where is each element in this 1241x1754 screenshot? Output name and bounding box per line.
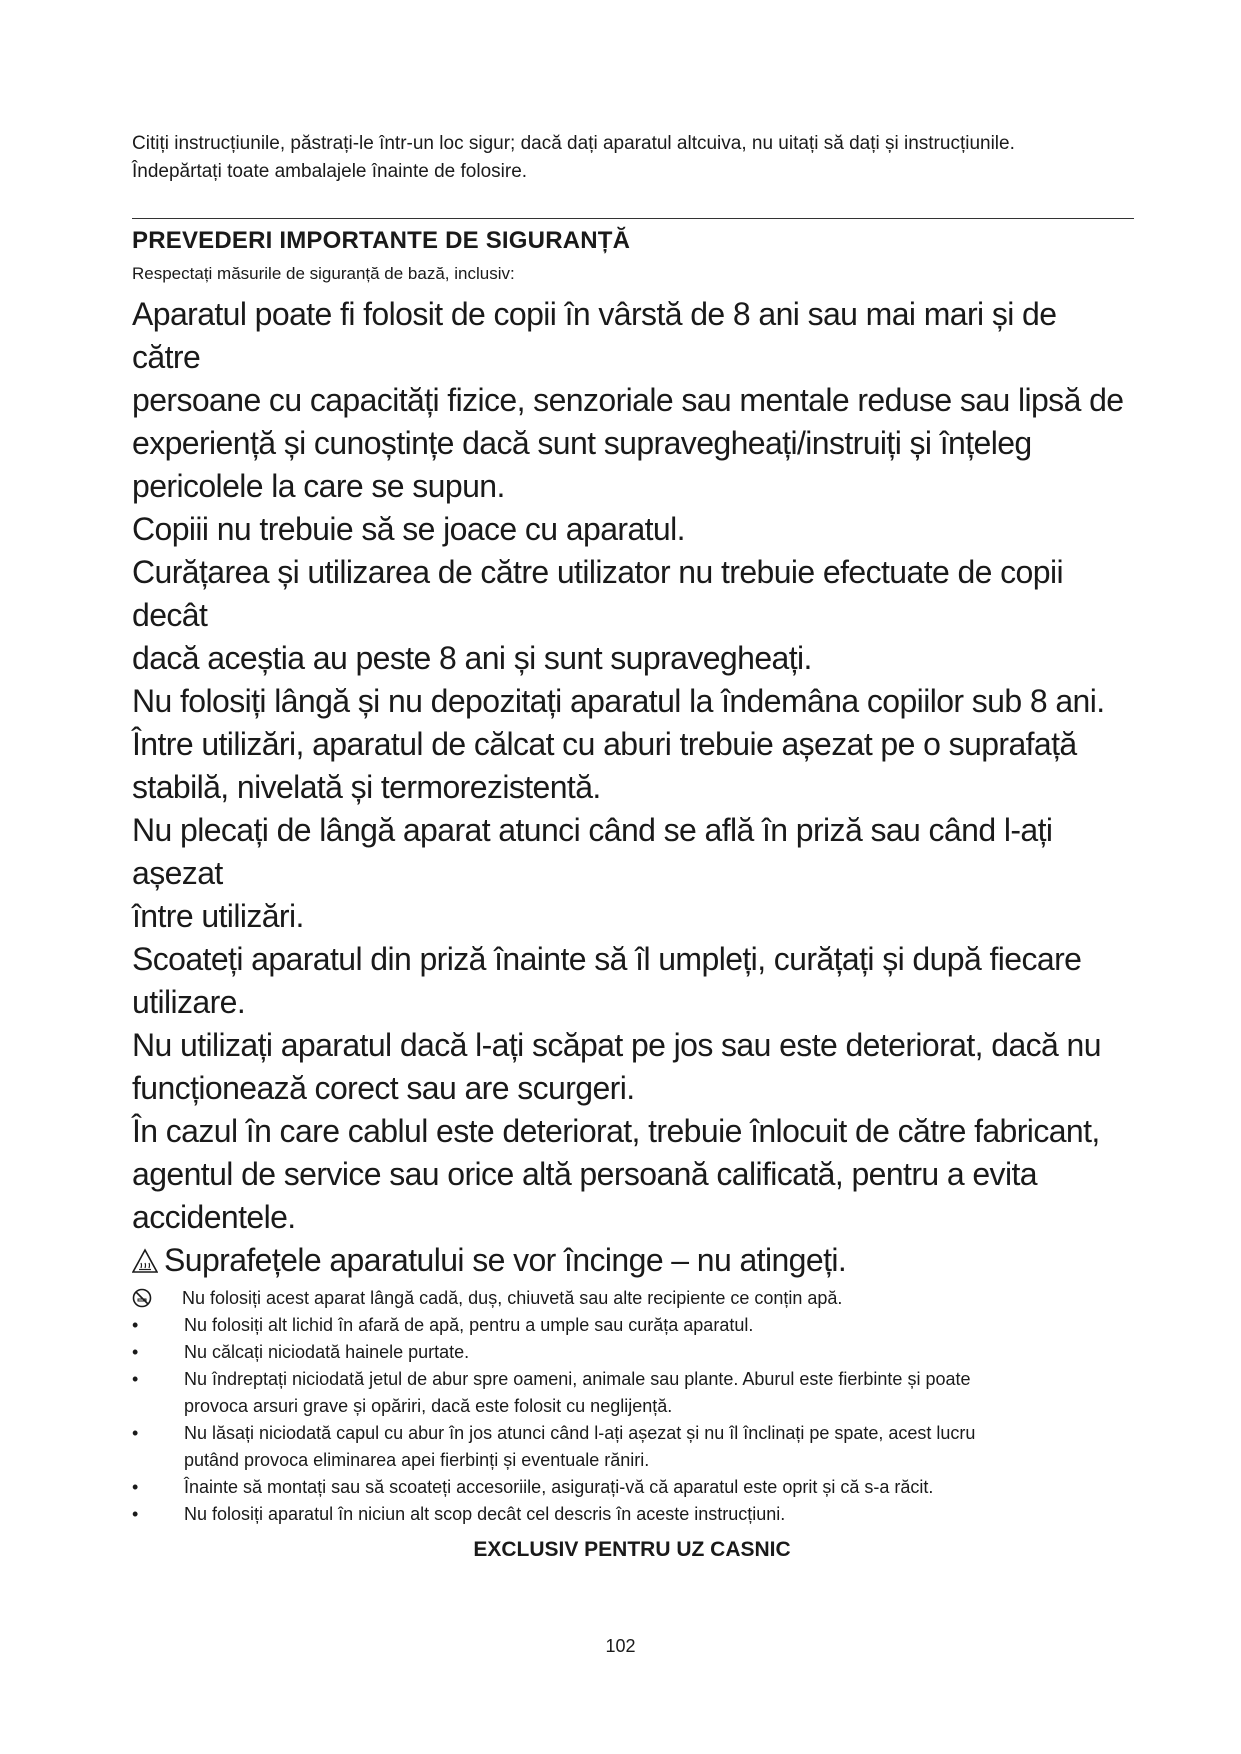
safety-statement-line: persoane cu capacități fizice, senzoriale sau mentale reduse sau lipsă de: [132, 382, 1124, 418]
list-item: [132, 1339, 1132, 1366]
intro-text: [132, 130, 1132, 186]
safety-statement-line: Nu folosiți lângă și nu depozitați aparatul la îndemâna copiilor sub 8 ani.: [132, 683, 1105, 719]
list-item-text: Nu îndreptați niciodată jetul de abur spre oameni, animale sau plante. Aburul este fierbinte și poate: [184, 1369, 971, 1389]
list-item-text: Înainte să montați sau să scoateți accesoriile, asigurați-vă că aparatul este oprit și că s-a răcit.: [184, 1477, 934, 1497]
safety-statement-line: Aparatul poate fi folosit de copii în vârstă de 8 ani sau mai mari și de către: [132, 296, 1057, 375]
intro-line: Citiți instrucțiunile, păstrați-le într-un loc sigur; dacă dați aparatul altcuiva, nu uitați să dați și instrucțiunile.: [132, 133, 1015, 154]
safety-statement-line: Scoateți aparatul din priză înainte să îl umpleți, curățați și după fiecare: [132, 941, 1082, 977]
bullet-marker: •: [132, 1315, 139, 1335]
precautions-list: [132, 1312, 1132, 1528]
section-subtitle: Respectați măsurile de siguranță de bază, inclusiv:: [132, 264, 515, 283]
bullet-marker: •: [132, 1504, 139, 1524]
section-title: PREVEDERI IMPORTANTE DE SIGURANȚĂ: [132, 227, 631, 254]
safety-statement-line: experiență și cunoștințe dacă sunt supravegheați/instruiți și înțeleg: [132, 425, 1032, 461]
safety-statement-line: pericolele la care se supun.: [132, 468, 505, 504]
safety-statement-line: stabilă, nivelată și termorezistentă.: [132, 769, 601, 805]
list-item: [132, 1312, 1132, 1339]
list-item-text: Nu lăsați niciodată capul cu abur în jos atunci când l-ați așezat și nu îl înclinați pe spate, acest lucru: [184, 1423, 976, 1443]
list-item: [132, 1501, 1132, 1528]
list-item-text: provoca arsuri grave și opăriri, dacă este folosit cu neglijență.: [184, 1396, 673, 1416]
section-divider: [132, 218, 1134, 219]
list-item: [132, 1474, 1132, 1501]
bullet-marker: •: [132, 1369, 139, 1389]
safety-statement-line: Nu utilizați aparatul dacă l-ați scăpat pe jos sau este deteriorat, dacă nu: [132, 1027, 1101, 1063]
safety-statement-line: accidentele.: [132, 1199, 296, 1235]
water-warning: [132, 1284, 1132, 1312]
safety-statement-line: În cazul în care cablul este deteriorat, trebuie înlocuit de către fabricant,: [132, 1113, 1100, 1149]
bullet-marker: •: [132, 1342, 139, 1362]
list-item-text: Nu călcați niciodată hainele purtate.: [184, 1342, 470, 1362]
safety-statement-line: dacă aceștia au peste 8 ani și sunt supravegheați.: [132, 640, 812, 676]
safety-statement-line: Copiii nu trebuie să se joace cu aparatul.: [132, 511, 685, 547]
safety-statement-line: Între utilizări, aparatul de călcat cu aburi trebuie așezat pe o suprafață: [132, 726, 1077, 762]
safety-statement-line: agentul de service sau orice altă persoană calificată, pentru a evita: [132, 1156, 1037, 1192]
intro-line: Îndepărtați toate ambalajele înainte de folosire.: [132, 161, 528, 182]
list-item-text: putând provoca eliminarea apei fierbinți și eventuale răniri.: [184, 1450, 650, 1470]
safety-statement-line: între utilizări.: [132, 898, 304, 934]
page-number: 102: [605, 1636, 636, 1656]
list-item: [132, 1420, 1132, 1474]
household-only-notice: EXCLUSIV PENTRU UZ CASNIC: [473, 1538, 791, 1561]
hot-surface-warning: [132, 1239, 1132, 1282]
bullet-marker: •: [132, 1477, 139, 1497]
hot-surface-warning-text: Suprafețele aparatului se vor încinge – nu atingeți.: [164, 1242, 847, 1278]
list-item-text: Nu folosiți alt lichid în afară de apă, pentru a umple sau curăța aparatul.: [184, 1315, 754, 1335]
safety-statement-line: funcționează corect sau are scurgeri.: [132, 1070, 635, 1106]
prohibited-near-water-icon: [132, 1288, 152, 1308]
safety-statement-line: Curățarea și utilizarea de către utilizator nu trebuie efectuate de copii decât: [132, 554, 1063, 633]
manual-page: [132, 130, 1132, 1566]
safety-statements: [132, 293, 1132, 1239]
bullet-marker: •: [132, 1423, 139, 1443]
hot-surface-warning-icon: [132, 1248, 158, 1274]
list-item: [132, 1366, 1132, 1420]
water-warning-text: Nu folosiți acest aparat lângă cadă, duș, chiuvetă sau alte recipiente ce conțin apă.: [182, 1288, 843, 1308]
safety-statement-line: Nu plecați de lângă aparat atunci când se află în priză sau când l-ați așezat: [132, 812, 1053, 891]
list-item-text: Nu folosiți aparatul în niciun alt scop decât cel descris în aceste instrucțiuni.: [184, 1504, 786, 1524]
safety-statement-line: utilizare.: [132, 984, 246, 1020]
